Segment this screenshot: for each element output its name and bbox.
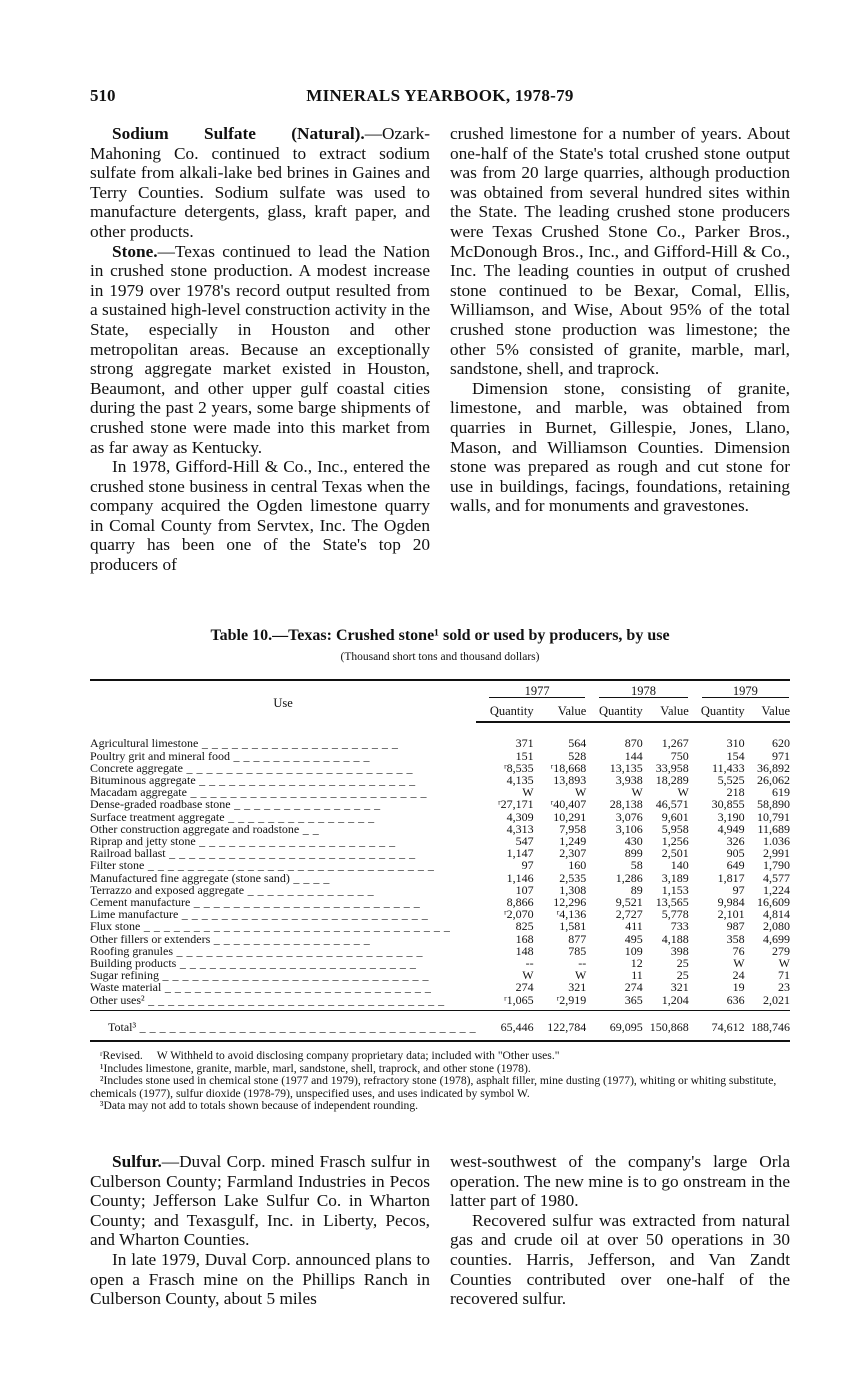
- value-cell: 168: [515, 931, 534, 946]
- value-cell: W: [522, 785, 534, 800]
- use-cell: Dense-graded roadbase stone _ _ _ _ _ _ _ _ _ _ _ _ _ _ _: [90, 797, 381, 812]
- value-cell: 9,521: [615, 895, 643, 910]
- value-cell: 1,153: [661, 882, 689, 897]
- value-cell: 1,581: [559, 919, 587, 934]
- use-cell: Concrete aggregate _ _ _ _ _ _ _ _ _ _ _ _ _ _ _ _ _ _ _ _ _ _ _: [90, 760, 413, 775]
- value-cell: 619: [772, 785, 790, 800]
- value-cell: 97: [732, 882, 745, 897]
- value-cell: 411: [625, 919, 643, 934]
- value-cell: 69,095: [586, 1010, 643, 1041]
- value-cell: 109: [624, 943, 643, 958]
- value-cell: 649: [726, 858, 745, 873]
- value-cell: 1,817: [717, 870, 745, 885]
- top-left-column: [90, 124, 430, 575]
- value-cell: 899: [624, 846, 643, 861]
- value-cell: 3,106: [615, 821, 643, 836]
- value-cell: 13,893: [553, 773, 587, 788]
- use-cell: Poultry grit and mineral food _ _ _ _ _ _ _ _ _ _ _ _ _ _: [90, 748, 370, 763]
- value-cell: 26,062: [757, 773, 790, 788]
- value-cell: 321: [670, 980, 689, 995]
- value-cell: ʳ2,070: [503, 907, 534, 922]
- use-cell: Building products _ _ _ _ _ _ _ _ _ _ _ _ _ _ _ _ _ _ _ _ _ _ _ _: [90, 956, 417, 971]
- value-cell: --: [578, 956, 587, 971]
- value-cell: 46,571: [655, 797, 689, 812]
- value-cell: 16,609: [757, 895, 790, 910]
- value-cell: ʳ2,919: [556, 992, 587, 1007]
- value-cell: 65,446: [476, 1010, 534, 1041]
- value-cell: 1.036: [763, 834, 790, 849]
- value-cell: 371: [515, 736, 534, 751]
- value-cell: 733: [670, 919, 689, 934]
- value-cell: W: [522, 968, 534, 983]
- value-cell: 3,938: [615, 773, 643, 788]
- paragraph: Sulfur.—Duval Corp. mined Frasch sulfur in Culberson County; Farmland Industries in Pecos County; Jefferson Lake Sulfur Co. in Wharton County; and Texasgulf, Inc. in Liberty, Pecos, and Wharton Counties.: [90, 1152, 430, 1250]
- value-cell: 430: [624, 834, 643, 849]
- value-cell: 58,890: [757, 797, 790, 812]
- use-cell: Agricultural limestone _ _ _ _ _ _ _ _ _ _ _ _ _ _ _ _ _ _ _ _: [90, 735, 399, 750]
- value-cell: ʳ1,065: [503, 992, 534, 1007]
- column-header: Value: [745, 700, 790, 722]
- value-cell: 620: [772, 736, 790, 751]
- column-header: Quantity: [689, 700, 745, 722]
- value-cell: 25: [676, 968, 689, 983]
- column-header: Value: [534, 700, 587, 722]
- paragraph: In 1978, Gifford-Hill & Co., Inc., entered the crushed stone business in central Texas when the company acquired the Ogden limestone quarry in Comal County from Servtex, Inc. The Ogden quarry has been one of the State's top 20 producers of: [90, 457, 430, 575]
- value-cell: 279: [772, 943, 790, 958]
- use-cell: Lime manufacture _ _ _ _ _ _ _ _ _ _ _ _ _ _ _ _ _ _ _ _ _ _ _ _ _: [90, 907, 429, 922]
- value-cell: 326: [726, 834, 745, 849]
- value-cell: W: [733, 956, 745, 971]
- footnote: ¹Includes limestone, granite, marble, marl, sandstone, shell, traprock, and other stone (1978).: [100, 1061, 531, 1075]
- value-cell: 785: [568, 943, 587, 958]
- value-cell: 3,076: [615, 809, 643, 824]
- value-cell: 4,313: [506, 821, 534, 836]
- value-cell: 36,892: [757, 760, 790, 775]
- value-cell: 321: [568, 980, 587, 995]
- value-cell: 151: [515, 748, 534, 763]
- value-cell: 4,699: [763, 931, 790, 946]
- use-cell: Railroad ballast _ _ _ _ _ _ _ _ _ _ _ _ _ _ _ _ _ _ _ _ _ _ _ _ _: [90, 846, 416, 861]
- value-cell: 564: [568, 736, 587, 751]
- bottom-right-column: [450, 1152, 790, 1309]
- crushed-stone-table: [90, 679, 790, 1042]
- value-cell: 750: [670, 748, 689, 763]
- value-cell: 11,689: [757, 821, 790, 836]
- value-cell: 5,525: [717, 773, 745, 788]
- value-cell: 1,146: [506, 870, 534, 885]
- table-row: [90, 994, 790, 1006]
- value-cell: 24: [732, 968, 745, 983]
- value-cell: 1,256: [661, 834, 689, 849]
- value-cell: 122,784: [534, 1010, 587, 1041]
- value-cell: 148: [515, 943, 534, 958]
- value-cell: 150,868: [643, 1010, 689, 1041]
- value-cell: 358: [726, 931, 745, 946]
- value-cell: 870: [624, 736, 643, 751]
- running-title: MINERALS YEARBOOK, 1978-79: [306, 86, 574, 105]
- value-cell: 2,727: [615, 907, 643, 922]
- value-cell: 28,138: [609, 797, 643, 812]
- paragraph: Recovered sulfur was extracted from natural gas and crude oil at over 50 operations in 30 counties. Harris, Jefferson, and Van Zandt Counties contributed over one-half of the recovered sulfur.: [450, 1210, 790, 1309]
- use-cell: Flux stone _ _ _ _ _ _ _ _ _ _ _ _ _ _ _ _ _ _ _ _ _ _ _ _ _ _ _ _ _ _ _: [90, 919, 451, 934]
- value-cell: 1,147: [506, 846, 534, 861]
- value-cell: 30,855: [711, 797, 745, 812]
- value-cell: 13,565: [655, 895, 689, 910]
- use-cell: Other construction aggregate and roadstone _ _: [90, 821, 320, 836]
- use-cell: Roofing granules _ _ _ _ _ _ _ _ _ _ _ _ _ _ _ _ _ _ _ _ _ _ _ _ _: [90, 943, 423, 958]
- value-cell: 1,790: [763, 858, 790, 873]
- value-cell: 5,958: [661, 821, 689, 836]
- use-cell: Other fillers or extenders _ _ _ _ _ _ _ _ _ _ _ _ _ _ _ _: [90, 931, 371, 946]
- paragraph: Sodium Sulfate (Natural).—Ozark-Mahoning Co. continued to extract sodium sulfate from alkali-lake bed brines in Gaines and Terry Counties. Sodium sulfate was used to manufacture detergents, glass, kraft paper, and other products.: [90, 124, 430, 241]
- use-cell: Surface treatment aggregate _ _ _ _ _ _ _ _ _ _ _ _ _ _ _: [90, 809, 375, 824]
- value-cell: 2,101: [717, 907, 745, 922]
- column-header: Quantity: [586, 700, 643, 722]
- use-cell: Other uses² _ _ _ _ _ _ _ _ _ _ _ _ _ _ _ _ _ _ _ _ _ _ _ _ _ _ _ _ _ _: [90, 992, 445, 1007]
- value-cell: W: [574, 968, 587, 983]
- value-cell: --: [525, 956, 534, 971]
- footnote: ²Includes stone used in chemical stone (1977 and 1979), refractory stone (1978), asphalt filler, mine dusting (1977), whiting or whiting substitute, chemicals (1977), sulfur dioxide (1978-79), unspecified uses, and uses indicated by symbol W.: [90, 1074, 777, 1100]
- value-cell: 10,791: [757, 809, 790, 824]
- value-cell: 12,296: [553, 895, 587, 910]
- value-cell: 2,501: [661, 846, 689, 861]
- value-cell: 74,612: [689, 1010, 745, 1041]
- value-cell: 154: [726, 748, 745, 763]
- use-header: Use: [90, 680, 476, 722]
- value-cell: 160: [568, 858, 587, 873]
- value-cell: 2,080: [763, 919, 790, 934]
- use-cell: Sugar refining _ _ _ _ _ _ _ _ _ _ _ _ _ _ _ _ _ _ _ _ _ _ _ _ _ _ _: [90, 968, 429, 983]
- value-cell: 2,991: [763, 846, 790, 861]
- footnote: ³Data may not add to totals shown because of independent rounding.: [100, 1099, 419, 1113]
- value-cell: 8,866: [506, 895, 534, 910]
- value-cell: 76: [732, 943, 745, 958]
- value-cell: 4,949: [717, 821, 745, 836]
- value-cell: 495: [624, 931, 643, 946]
- value-cell: 97: [521, 858, 534, 873]
- value-cell: 4,814: [763, 907, 790, 922]
- value-cell: 3,189: [661, 870, 689, 885]
- value-cell: 398: [670, 943, 689, 958]
- value-cell: 825: [515, 919, 534, 934]
- value-cell: 89: [630, 882, 643, 897]
- value-cell: W: [677, 785, 689, 800]
- value-cell: 5,778: [661, 907, 689, 922]
- value-cell: ʳ4,136: [556, 907, 587, 922]
- year-header: 1978: [599, 685, 688, 698]
- use-cell: Terrazzo and exposed aggregate _ _ _ _ _ _ _ _ _ _ _ _ _: [90, 882, 375, 897]
- value-cell: 19: [732, 980, 745, 995]
- value-cell: 987: [726, 919, 745, 934]
- value-cell: 107: [515, 882, 534, 897]
- value-cell: 2,535: [559, 870, 587, 885]
- value-cell: 365: [624, 992, 643, 1007]
- use-cell: Filter stone _ _ _ _ _ _ _ _ _ _ _ _ _ _ _ _ _ _ _ _ _ _ _ _ _ _ _ _ _: [90, 858, 435, 873]
- value-cell: 310: [726, 736, 745, 751]
- table-row: [90, 722, 790, 749]
- value-cell: 1,286: [615, 870, 643, 885]
- value-cell: 188,746: [745, 1010, 790, 1041]
- value-cell: 4,577: [763, 870, 790, 885]
- value-cell: 25: [676, 956, 689, 971]
- value-cell: W: [778, 956, 790, 971]
- value-cell: W: [631, 785, 643, 800]
- value-cell: 218: [726, 785, 745, 800]
- use-cell: Waste material _ _ _ _ _ _ _ _ _ _ _ _ _ _ _ _ _ _ _ _ _ _ _ _ _ _ _: [90, 980, 432, 995]
- paragraph: west-southwest of the company's large Orla operation. The new mine is to go onstream in the latter part of 1980.: [450, 1152, 790, 1211]
- value-cell: 1,224: [763, 882, 790, 897]
- use-cell: Macadam aggregate _ _ _ _ _ _ _ _ _ _ _ _ _ _ _ _ _ _ _ _ _ _ _ _: [90, 785, 427, 800]
- value-cell: 23: [778, 980, 790, 995]
- value-cell: 71: [778, 968, 790, 983]
- value-cell: 274: [515, 980, 534, 995]
- bottom-left-column: [90, 1152, 430, 1309]
- value-cell: 4,309: [506, 809, 534, 824]
- value-cell: 274: [624, 980, 643, 995]
- column-header: Quantity: [476, 700, 534, 722]
- table-title: Table 10.—Texas: Crushed stone¹ sold or used by producers, by use: [210, 627, 670, 644]
- use-cell: Bituminous aggregate _ _ _ _ _ _ _ _ _ _ _ _ _ _ _ _ _ _ _ _ _ _: [90, 773, 416, 788]
- value-cell: 4,188: [661, 931, 689, 946]
- year-header: 1979: [702, 685, 789, 698]
- value-cell: 1,249: [559, 834, 587, 849]
- value-cell: 1,267: [661, 736, 689, 751]
- value-cell: 1,308: [559, 882, 587, 897]
- table-footnotes: [90, 1050, 790, 1113]
- table-subtitle: (Thousand short tons and thousand dollars): [340, 651, 540, 663]
- value-cell: 1,204: [661, 992, 689, 1007]
- page-number: 510: [90, 86, 116, 105]
- value-cell: 547: [515, 834, 534, 849]
- value-cell: 10,291: [553, 809, 587, 824]
- value-cell: 11: [631, 968, 643, 983]
- value-cell: 7,958: [559, 821, 587, 836]
- value-cell: ʳ27,171: [497, 797, 534, 812]
- value-cell: 528: [568, 748, 587, 763]
- value-cell: ʳ18,668: [550, 760, 587, 775]
- value-cell: 18,289: [655, 773, 689, 788]
- use-cell: Cement manufacture _ _ _ _ _ _ _ _ _ _ _ _ _ _ _ _ _ _ _ _ _ _ _: [90, 895, 421, 910]
- value-cell: 13,135: [609, 760, 643, 775]
- value-cell: 9,601: [661, 809, 689, 824]
- value-cell: 11,433: [712, 760, 745, 775]
- value-cell: 3,190: [717, 809, 745, 824]
- value-cell: 971: [772, 748, 790, 763]
- value-cell: 12: [630, 956, 643, 971]
- value-cell: 2,021: [763, 992, 790, 1007]
- paragraph: crushed limestone for a number of years. About one-half of the State's total crushed stone output was from 20 large quarries, although production was obtained from several hundred sites within the State. The leading crushed stone producers were Texas Crushed Stone Co., Parker Bros., McDonough Bros., Inc., and Gifford-Hill & Co., Inc. The leading counties in output of crushed stone continued to be Bexar, Comal, Ellis, Williamson, and Wise, About 95% of the total crushed stone production was limestone; the other 5% consisted of granite, marble, marl, sandstone, shell, and traprock.: [450, 124, 790, 379]
- value-cell: 140: [670, 858, 689, 873]
- paragraph: Stone.—Texas continued to lead the Nation in crushed stone production. A modest increase in 1979 over 1978's record output resulted from a sustained high-level construction activity in the State, especially in Houston and other metropolitan areas. Because an exceptionally strong aggregate market existed in Houston, Beaumont, and other upper gulf coastal cities during the past 2 years, some barge shipments of crushed stone were made into this market from as far away as Kentucky.: [90, 241, 430, 457]
- value-cell: W: [574, 785, 587, 800]
- top-right-column: [450, 124, 790, 516]
- footnote: ʳRevised. W Withheld to avoid disclosing company proprietary data; included with "Other uses.": [100, 1049, 560, 1062]
- value-cell: 2,307: [559, 846, 587, 861]
- value-cell: 9,984: [717, 895, 745, 910]
- value-cell: 33,958: [655, 760, 689, 775]
- year-header: 1977: [489, 685, 585, 698]
- value-cell: 905: [726, 846, 745, 861]
- value-cell: ʳ8,535: [503, 760, 534, 775]
- paragraph: Dimension stone, consisting of granite, limestone, and marble, was obtained from quarries in Burnet, Gillespie, Jones, Llano, Mason, and Williamson Counties. Dimension stone was prepared as rough and cut stone for use in buildings, facings, foundations, retaining walls, and for monuments and gravestones.: [450, 378, 790, 516]
- value-cell: 636: [726, 992, 745, 1007]
- value-cell: 144: [624, 748, 643, 763]
- value-cell: ʳ40,407: [550, 797, 587, 812]
- value-cell: 58: [630, 858, 643, 873]
- value-cell: 4,135: [506, 773, 534, 788]
- paragraph: In late 1979, Duval Corp. announced plans to open a Frasch mine on the Phillips Ranch in Culberson County, about 5 miles: [90, 1249, 430, 1309]
- value-cell: 877: [568, 931, 587, 946]
- column-header: Value: [643, 700, 689, 722]
- use-cell: Total³ _ _ _ _ _ _ _ _ _ _ _ _ _ _ _ _ _ _ _ _ _ _ _ _ _ _ _ _ _ _ _ _ _ _: [90, 1010, 476, 1041]
- use-cell: Riprap and jetty stone _ _ _ _ _ _ _ _ _ _ _ _ _ _ _ _ _ _ _ _: [90, 834, 396, 849]
- use-cell: Manufactured fine aggregate (stone sand) _ _ _ _: [90, 870, 330, 885]
- total-row: [90, 1010, 790, 1041]
